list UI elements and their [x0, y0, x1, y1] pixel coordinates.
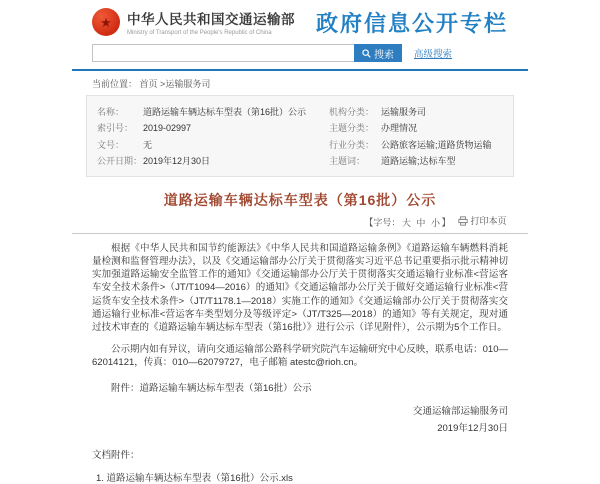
article-body: [72, 242, 528, 438]
article-attachment-line: 附件：道路运输车辆达标车型表（第16批）公示: [111, 383, 312, 395]
document-meta-table: [86, 95, 514, 177]
meta-label-org-category: 机构分类：: [329, 106, 375, 117]
attachments-section: [72, 447, 528, 484]
breadcrumb-home-link[interactable]: 首页: [139, 79, 158, 89]
national-emblem-icon: [92, 8, 120, 36]
signature-date: 2019年12月30日: [437, 423, 508, 435]
document-title: 道路运输车辆达标车型表（第16批）公示: [163, 192, 437, 208]
meta-value-org-category: 运输服务司: [381, 106, 427, 117]
search-bar: [72, 44, 528, 62]
breadcrumb: [72, 77, 528, 90]
font-size-large[interactable]: 大: [401, 217, 411, 228]
article-toolbar: [72, 214, 528, 229]
breadcrumb-current-link[interactable]: 运输服务司: [165, 79, 211, 89]
font-size-medium[interactable]: 中: [416, 217, 426, 228]
ministry-name-en: Ministry of Transport of the People's Republic of China: [127, 30, 272, 36]
search-button[interactable]: [354, 44, 402, 62]
emblem-star-icon: ★: [100, 14, 112, 30]
font-size-small[interactable]: 小: [430, 217, 440, 228]
ministry-name-cn: 中华人民共和国交通运输部: [127, 12, 295, 27]
article-paragraph-2: 公示期内如有异议，请向交通运输部公路科学研究院汽车运输研究中心反映，联系电话：010—62014121，传真：010—62079727，电子邮箱 atestc@rioh.cn。: [92, 343, 508, 368]
breadcrumb-prefix: 当前位置：: [92, 79, 138, 89]
meta-value-topic-category: 办理情况: [381, 123, 418, 134]
site-header: [72, 0, 528, 36]
attachments-heading: 文档附件：: [92, 449, 140, 461]
meta-label-keywords: 主题词：: [329, 156, 366, 167]
article-paragraph-1: 根据《中华人民共和国节约能源法》《中华人民共和国道路运输条例》《道路运输车辆燃料消耗量检测和监督管理办法》，以及《交通运输部办公厅关于贯彻落实习近平总书记重要指示批示精神切实加强道路运输安全监管工作的通知》《交通运输部办公厅关于贯彻落实交通运输行业标准<营运客车安全技术条件>（JT/T1094—2016）的通知》《交通运输部办公厅关于做好交通运输行业标准<营运货车安全技术条件>（JT/T1178.1—2018）实施工作的通知》《交通运输部办公厅关于贯彻落实交通运输行业标准<营运客车类型划分及等级评定>（JT/T325—2018）的通知》等有关规定，现对通过技术审查的《道路运输车辆达标车型表（第16批）》进行公示（详见附件），公示期为5个工作日。: [92, 242, 508, 334]
meta-value-doc-no: 无: [143, 139, 153, 150]
advanced-search-link[interactable]: 高级搜索: [414, 49, 453, 60]
meta-value-keywords: 道路运输;达标车型: [381, 156, 456, 167]
meta-value-industry-category: 公路旅客运输;道路货物运输: [381, 139, 492, 150]
toolbar-divider: [72, 233, 528, 234]
meta-row: [97, 136, 503, 153]
meta-label-index-no: 索引号：: [97, 123, 134, 134]
page: [72, 0, 528, 484]
header-divider: [72, 69, 528, 71]
meta-value-publish-date: 2019年12月30日: [143, 156, 211, 167]
meta-label-topic-category: 主题分类：: [329, 123, 375, 134]
meta-label-name: 名称：: [97, 106, 125, 117]
breadcrumb-separator: >: [157, 79, 166, 89]
meta-value-name: 道路运输车辆达标车型表（第16批）公示: [143, 106, 307, 117]
ministry-logo: [92, 8, 295, 36]
search-button-label: 搜索: [374, 49, 394, 61]
meta-row: [97, 103, 503, 120]
search-input[interactable]: [92, 44, 354, 62]
attachment-file-link[interactable]: 1. 道路运输车辆达标车型表（第16批）公示.xls: [96, 472, 293, 484]
meta-row: [97, 120, 503, 137]
printer-icon: [458, 216, 468, 226]
gov-info-column-title: 政府信息公开专栏: [315, 11, 508, 36]
font-size-suffix: 】: [441, 217, 451, 228]
print-button[interactable]: [458, 214, 506, 227]
signature-org: 交通运输部运输服务司: [412, 406, 508, 418]
meta-label-industry-category: 行业分类：: [329, 139, 375, 150]
meta-row: [97, 153, 503, 170]
print-button-label: 打印本页: [470, 216, 507, 226]
meta-label-publish-date: 公开日期：: [97, 156, 143, 167]
font-size-prefix: 【字号：: [364, 217, 401, 228]
signature-block: [92, 404, 508, 437]
meta-label-doc-no: 文号：: [97, 139, 125, 150]
search-icon: [362, 49, 371, 58]
meta-value-index-no: 2019-02997: [143, 122, 192, 133]
